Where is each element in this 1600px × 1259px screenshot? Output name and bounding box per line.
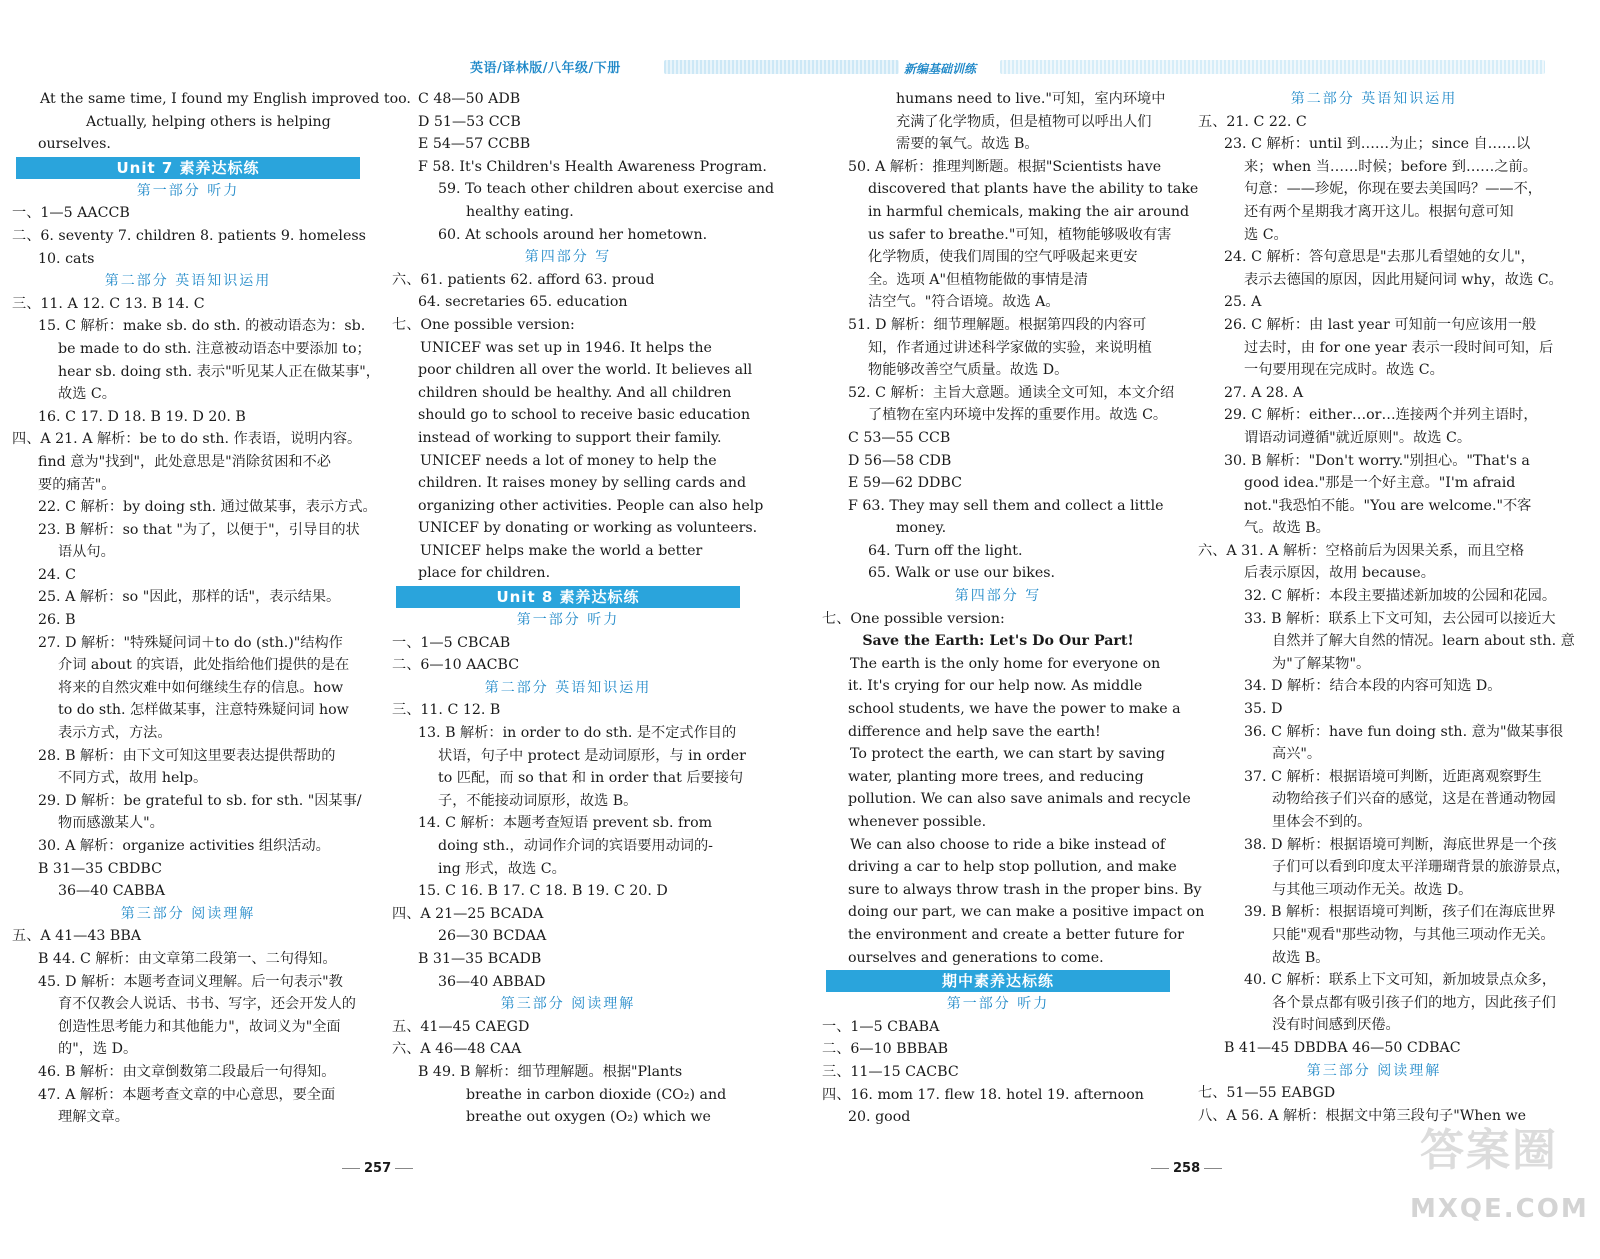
answer-line: 表示去德国的原因，因此用疑问词 why，故选 C。 <box>1244 271 1563 288</box>
answer-line: 二、6—10 AACBC <box>392 657 520 674</box>
answer-line: instead of working to support their family. <box>418 429 722 446</box>
answer-line: 为"了解某物"。 <box>1272 655 1371 672</box>
answer-line: B 31—35 BCADB <box>418 950 542 967</box>
answer-column-4 <box>1198 88 1575 1127</box>
answer-line: 七、51—55 EABGD <box>1198 1085 1336 1102</box>
answer-column-3 <box>822 88 1205 1129</box>
answer-line: The earth is the only home for everyone on <box>850 655 1161 672</box>
page-number-right: 258 <box>1147 1158 1226 1181</box>
section-heading: 第三部分 阅读理解 <box>1306 1062 1442 1079</box>
answer-line: 语从句。 <box>58 544 115 561</box>
answer-line: 35. D <box>1244 701 1283 718</box>
answer-line: 各个景点都有吸引孩子们的地方，因此孩子们 <box>1272 994 1556 1011</box>
answer-line: 64. Turn off the light. <box>868 542 1023 559</box>
answer-line: 六、A 31. A 解析：空格前后为因果关系，而且空格 <box>1198 542 1525 559</box>
answer-line: 四、16. mom 17. flew 18. hotel 19. afternoon <box>822 1086 1144 1103</box>
answer-line: whenever possible. <box>848 814 987 830</box>
answer-line: sure to always throw trash in the proper bins. By <box>848 881 1202 898</box>
answer-line: be made to do sth. 注意被动语态中要添加 to； <box>58 340 371 357</box>
answer-line: 的"，选 D。 <box>58 1041 138 1058</box>
answer-line: 二、6. seventy 7. children 8. patients 9. homeless <box>12 227 366 244</box>
answer-line: 51. D 解析：细节理解题。根据第四段的内容可 <box>848 316 1147 333</box>
answer-line: 气。故选 B。 <box>1244 520 1330 537</box>
answer-line: 五、21. C 22. C <box>1198 113 1307 130</box>
answer-line: to do sth. 怎样做某事，注意特殊疑问词 how <box>58 702 349 719</box>
answer-line: 四、A 21—25 BCADA <box>392 905 544 922</box>
answer-line: the environment and create a better future for <box>848 926 1184 943</box>
section-heading: 第一部分 听力 <box>946 996 1050 1013</box>
answer-line: 32. C 解析：本段主要描述新加坡的公园和花园。 <box>1244 588 1557 605</box>
header-decoration-right <box>1000 60 1545 74</box>
answer-line: 句意：——珍妮，你现在要去美国吗？——不， <box>1244 181 1542 198</box>
answer-line: discovered that plants have the ability to take <box>868 181 1199 198</box>
page-number-left: 257 <box>338 1158 417 1181</box>
answer-line: 59. To teach other children about exercise and <box>438 181 775 198</box>
answer-line: good idea."那是一个好主意。"I'm afraid <box>1244 475 1516 492</box>
answer-line: 选 C。 <box>1244 226 1288 243</box>
answer-line: place for children. <box>418 565 551 582</box>
answer-line: school students, we have the power to make a <box>848 701 1181 718</box>
answer-line: 了植物在室内环境中发挥的重要作用。故选 C。 <box>868 407 1168 424</box>
answer-line: breathe in carbon dioxide (CO₂) and <box>466 1086 727 1103</box>
answer-line: 20. good <box>848 1109 911 1126</box>
answer-line: 故选 B。 <box>1272 949 1330 966</box>
answer-line: 高兴"。 <box>1272 746 1322 763</box>
answer-line: 自然并了解大自然的情况。learn about sth. 意 <box>1272 633 1575 650</box>
answer-line: 28. B 解析：由下文可知这里要表达提供帮助的 <box>38 747 336 764</box>
answer-line: 24. C <box>38 566 76 583</box>
answer-line: 六、A 46—48 CAA <box>392 1041 522 1058</box>
answer-line: 33. B 解析：联系上下文可知，去公园可以接近大 <box>1244 610 1556 627</box>
answer-line: 一、1—5 CBCAB <box>392 634 511 651</box>
answer-line: 表示方式，方法。 <box>58 725 172 742</box>
answer-line: 四、A 21. A 解析：be to do sth. 作表语，说明内容。 <box>12 431 362 448</box>
unit-heading: 期中素养达标练 <box>826 970 1170 992</box>
answer-line: D 56—58 CDB <box>848 452 952 469</box>
answer-line: 30. A 解析：organize activities 组织活动。 <box>38 838 330 854</box>
answer-line: 育不仅教会人说话、书书、写字，还会开发人的 <box>58 996 356 1013</box>
answer-line: ourselves. <box>38 136 111 153</box>
answer-line: 47. A 解析：本题考查文章的中心意思，要全面 <box>38 1086 336 1103</box>
unit-heading: Unit 7 素养达标练 <box>16 157 360 179</box>
answer-line: 来；when 当……时候；before 到……之前。 <box>1244 158 1537 175</box>
header-subject: 英语/译林版/八年级/下册 <box>470 61 621 76</box>
answer-line: D 51—53 CCB <box>418 113 521 130</box>
answer-line: 需要的氧气。故选 B。 <box>896 136 1039 153</box>
answer-line: 二、6—10 BBBAB <box>822 1041 949 1058</box>
answer-line: 全。选项 A"但植物能做的事情是清 <box>868 271 1088 288</box>
answer-line: 15. C 解析：make sb. do sth. 的被动语态为：sb. <box>38 318 366 335</box>
answer-line: it. It's crying for our help now. As middle <box>848 678 1143 695</box>
answer-line: driving a car to help stop pollution, and make <box>848 859 1177 876</box>
answer-line: in harmful chemicals, making the air around <box>868 203 1190 220</box>
section-heading: 第一部分 听力 <box>516 612 620 629</box>
answer-line: 40. C 解析：联系上下文可知，新加坡景点众多， <box>1244 972 1557 989</box>
answer-line: 与其他三项动作无关。故选 D。 <box>1272 881 1473 898</box>
answer-line: 三、11. C 12. B <box>392 702 501 719</box>
answer-line: pollution. We can also save animals and recycle <box>848 791 1191 808</box>
answer-line: 16. C 17. D 18. B 19. D 20. B <box>38 408 246 425</box>
answer-line: organizing other activities. People can also help <box>418 497 764 514</box>
answer-line: 七、One possible version: <box>822 610 1005 627</box>
answer-line: 23. C 解析：until 到……为止；since 自……以 <box>1224 136 1531 153</box>
answer-line: 不同方式，故用 help。 <box>58 770 208 787</box>
answer-line: 36—40 ABBAD <box>438 973 546 990</box>
answer-column-2 <box>392 88 775 1129</box>
answer-line: 23. B 解析：so that "为了，以便于"，引导目的状 <box>38 521 360 538</box>
answer-line: E 59—62 DDBC <box>848 475 962 492</box>
answer-line: us safer to breathe."可知，植物能够吸收有害 <box>868 226 1172 243</box>
answer-line: ourselves and generations to come. <box>848 949 1104 966</box>
answer-line: 谓语动词遵循"就近原则"。故选 C。 <box>1244 429 1472 446</box>
answer-line: 64. secretaries 65. education <box>418 294 628 311</box>
answer-line: B 31—35 CBDBC <box>38 860 162 877</box>
answer-line: doing sth.，动词作介词的宾语要用动词的- <box>438 838 713 854</box>
answer-line: 故选 C。 <box>58 386 116 403</box>
section-heading: 第四部分 写 <box>954 588 1042 605</box>
answer-line: 知，作者通过讲述科学家做的实验，来说明植 <box>868 339 1152 356</box>
answer-line: breathe out oxygen (O₂) which we <box>466 1109 711 1126</box>
answer-line: 动物给孩子们兴奋的感觉，这是在普通动物园 <box>1272 791 1556 808</box>
answer-line: 14. C 解析：本题考查短语 prevent sb. from <box>418 815 713 832</box>
answer-line: We can also choose to ride a bike instead of <box>850 836 1166 853</box>
answer-line: 洁空气。"符合语境。故选 A。 <box>868 294 1060 311</box>
answer-line: B 49. B 解析：细节理解题。根据"Plants <box>418 1063 683 1080</box>
answer-line: 没有时间感到厌倦。 <box>1272 1017 1400 1034</box>
answer-line: 24. C 解析：答句意思是"去那儿看望她的女儿"， <box>1224 249 1535 266</box>
answer-line: 30. B 解析："Don't worry."别担心。"That's a <box>1224 452 1530 469</box>
answer-line: 37. C 解析：根据语境可判断，近距离观察野生 <box>1244 768 1542 785</box>
answer-line: 物而感激某人"。 <box>58 815 164 832</box>
answer-line: 理解文章。 <box>58 1109 129 1126</box>
answer-line: humans need to live."可知，室内环境中 <box>896 91 1166 107</box>
section-heading: 第三部分 阅读理解 <box>500 996 636 1013</box>
answer-line: hear sb. doing sth. 表示"听见某人正在做某事"， <box>58 363 380 380</box>
answer-line: F 63. They may sell them and collect a little <box>848 497 1164 514</box>
answer-line: To protect the earth, we can start by saving <box>850 746 1165 763</box>
answer-line: 25. A 解析：so "因此，那样的话"，表示结果。 <box>38 589 341 606</box>
answer-line: 13. B 解析：in order to do sth. 是不定式作目的 <box>418 725 737 742</box>
answer-line: 子，不能接动词原形，故选 B。 <box>438 792 638 809</box>
watermark-site: MXQE.COM <box>1410 1194 1589 1224</box>
answer-line: not."我恐怕不能。"You are welcome."不客 <box>1244 497 1532 514</box>
answer-line: 27. D 解析："特殊疑问词＋to do (sth.)"结构作 <box>38 634 343 651</box>
answer-line: 八、A 56. A 解析：根据文中第三段句子"When we <box>1198 1107 1527 1124</box>
answer-line: 27. A 28. A <box>1224 384 1304 401</box>
answer-line: 36—40 CABBA <box>58 883 166 900</box>
section-heading: 第二部分 英语知识运用 <box>484 679 652 696</box>
answer-line: 要的痛苦"。 <box>38 476 116 493</box>
answer-line: 34. D 解析：结合本段的内容可知选 D。 <box>1244 678 1502 695</box>
answer-line: 25. A <box>1224 294 1262 311</box>
answer-line: difference and help save the earth! <box>848 723 1101 740</box>
answer-line: healthy eating. <box>466 203 574 220</box>
answer-line: should go to school to receive basic education <box>418 407 751 424</box>
answer-line: 三、11. A 12. C 13. B 14. C <box>12 295 205 312</box>
answer-line: children. It raises money by selling cards and <box>418 475 747 492</box>
answer-line: 26. B <box>38 612 76 629</box>
answer-line: money. <box>896 520 947 537</box>
section-heading: 第二部分 英语知识运用 <box>1290 91 1458 107</box>
answer-line: 60. At schools around her hometown. <box>438 226 708 243</box>
unit-heading: Unit 8 素养达标练 <box>396 586 740 608</box>
answer-line: 50. A 解析：推理判断题。根据"Scientists have <box>848 158 1162 175</box>
answer-line: 三、11—15 CACBC <box>822 1063 959 1080</box>
answer-line: UNICEF needs a lot of money to help the <box>420 452 717 469</box>
answer-line: B 41—45 DBDBA 46—50 CDBAC <box>1224 1039 1461 1056</box>
answer-line: 52. C 解析：主旨大意题。通读全文可知，本文介绍 <box>848 384 1175 401</box>
answer-line: 将来的自然灾难中如何继续生存的信息。how <box>58 679 344 696</box>
answer-line: Save the Earth: Let's Do Our Part! <box>862 633 1134 650</box>
answer-line: water, planting more trees, and reducing <box>848 768 1144 785</box>
answer-line: 充满了化学物质，但是植物可以呼出人们 <box>896 113 1152 130</box>
answer-line: 10. cats <box>38 250 95 267</box>
answer-line: children should be healthy. And all children <box>418 384 732 401</box>
answer-line: 45. D 解析：本题考查词义理解。后一句表示"教 <box>38 973 343 990</box>
answer-line: C 53—55 CCB <box>848 429 951 446</box>
answer-line: 还有两个星期我才离开这儿。根据句意可知 <box>1244 203 1514 220</box>
answer-line: 一句要用现在完成时。故选 C。 <box>1244 362 1444 379</box>
answer-line: 状语，句子中 protect 是动词原形，与 in order <box>438 747 746 764</box>
answer-line: find 意为"找到"，此处意思是"消除贫困和不必 <box>38 453 331 470</box>
answer-line: 29. C 解析：either…or…连接两个并列主语时， <box>1224 407 1538 424</box>
section-heading: 第四部分 写 <box>524 249 612 266</box>
answer-line: 46. B 解析：由文章倒数第二段最后一句得知。 <box>38 1063 336 1080</box>
section-heading: 第一部分 听力 <box>136 182 240 199</box>
answer-line: 子们可以看到印度太平洋珊瑚背景的旅游景点， <box>1272 859 1570 876</box>
answer-line: 26. C 解析：由 last year 可知前一句应该用一般 <box>1224 316 1537 333</box>
section-heading: 第三部分 阅读理解 <box>120 905 256 922</box>
answer-line: At the same time, I found my English improved too. <box>40 91 411 107</box>
answer-line: ing 形式，故选 C。 <box>438 860 566 877</box>
watermark-logo: 答案圈 <box>1420 1125 1558 1176</box>
answer-line: to 匹配，而 so that 和 in order that 后要接句 <box>438 770 744 787</box>
answer-line: UNICEF was set up in 1946. It helps the <box>420 339 712 356</box>
answer-line: 五、41—45 CAEGD <box>392 1018 530 1035</box>
answer-line: 五、A 41—43 BBA <box>12 928 142 945</box>
answer-line: 38. D 解析：根据语境可判断，海底世界是一个孩 <box>1244 836 1557 853</box>
answer-line: 介词 about 的宾语，此处指给他们提供的是在 <box>58 657 350 674</box>
answer-line: 一、1—5 CBABA <box>822 1018 940 1035</box>
answer-line: 物能够改善空气质量。故选 D。 <box>868 362 1069 379</box>
answer-line: 22. C 解析：by doing sth. 通过做某事，表示方式。 <box>38 499 377 516</box>
answer-line: doing our part, we can make a positive impact on <box>848 904 1205 921</box>
answer-line: UNICEF helps make the world a better <box>420 542 703 559</box>
answer-line: 15. C 16. B 17. C 18. B 19. C 20. D <box>418 883 668 900</box>
section-heading: 第二部分 英语知识运用 <box>104 273 272 290</box>
answer-line: poor children all over the world. It believes all <box>418 362 753 379</box>
answer-line: 六、61. patients 62. afford 63. proud <box>392 271 655 288</box>
answer-line: 后表示原因，故用 because。 <box>1244 565 1435 582</box>
answer-column-1 <box>12 88 411 1129</box>
answer-line: 36. C 解析：have fun doing sth. 意为"做某事很 <box>1244 723 1564 740</box>
answer-line: C 48—50 ADB <box>418 91 521 107</box>
answer-line: 七、One possible version: <box>392 316 575 333</box>
header-decoration <box>664 60 899 74</box>
header-series-title: 新编基础训练 <box>904 62 977 76</box>
answer-line: 过去时，由 for one year 表示一段时间可知，后 <box>1244 339 1554 356</box>
answer-line: 只能"观看"那些动物，与其他三项动作无关。 <box>1272 926 1555 943</box>
answer-line: Actually, helping others is helping <box>86 113 331 130</box>
answer-line: 创造性思考能力和其他能力"，故词义为"全面 <box>58 1018 341 1035</box>
answer-line: E 54—57 CCBB <box>418 136 531 153</box>
answer-line: 一、1—5 AACCB <box>12 205 130 222</box>
answer-line: B 44. C 解析：由文章第二段第一、二句得知。 <box>38 950 337 967</box>
answer-line: UNICEF by donating or working as volunteers. <box>418 520 758 537</box>
answer-line: 39. B 解析：根据语境可判断，孩子们在海底世界 <box>1244 904 1556 921</box>
answer-line: 29. D 解析：be grateful to sb. for sth. "因某事/ <box>38 792 362 809</box>
answer-line: 化学物质，使我们周围的空气呼吸起来更安 <box>868 249 1138 266</box>
answer-line: 26—30 BCDAA <box>438 928 547 945</box>
answer-line: F 58. It's Children's Health Awareness Program. <box>418 158 767 175</box>
answer-line: 65. Walk or use our bikes. <box>868 565 1056 582</box>
answer-line: 里体会不到的。 <box>1272 814 1372 830</box>
